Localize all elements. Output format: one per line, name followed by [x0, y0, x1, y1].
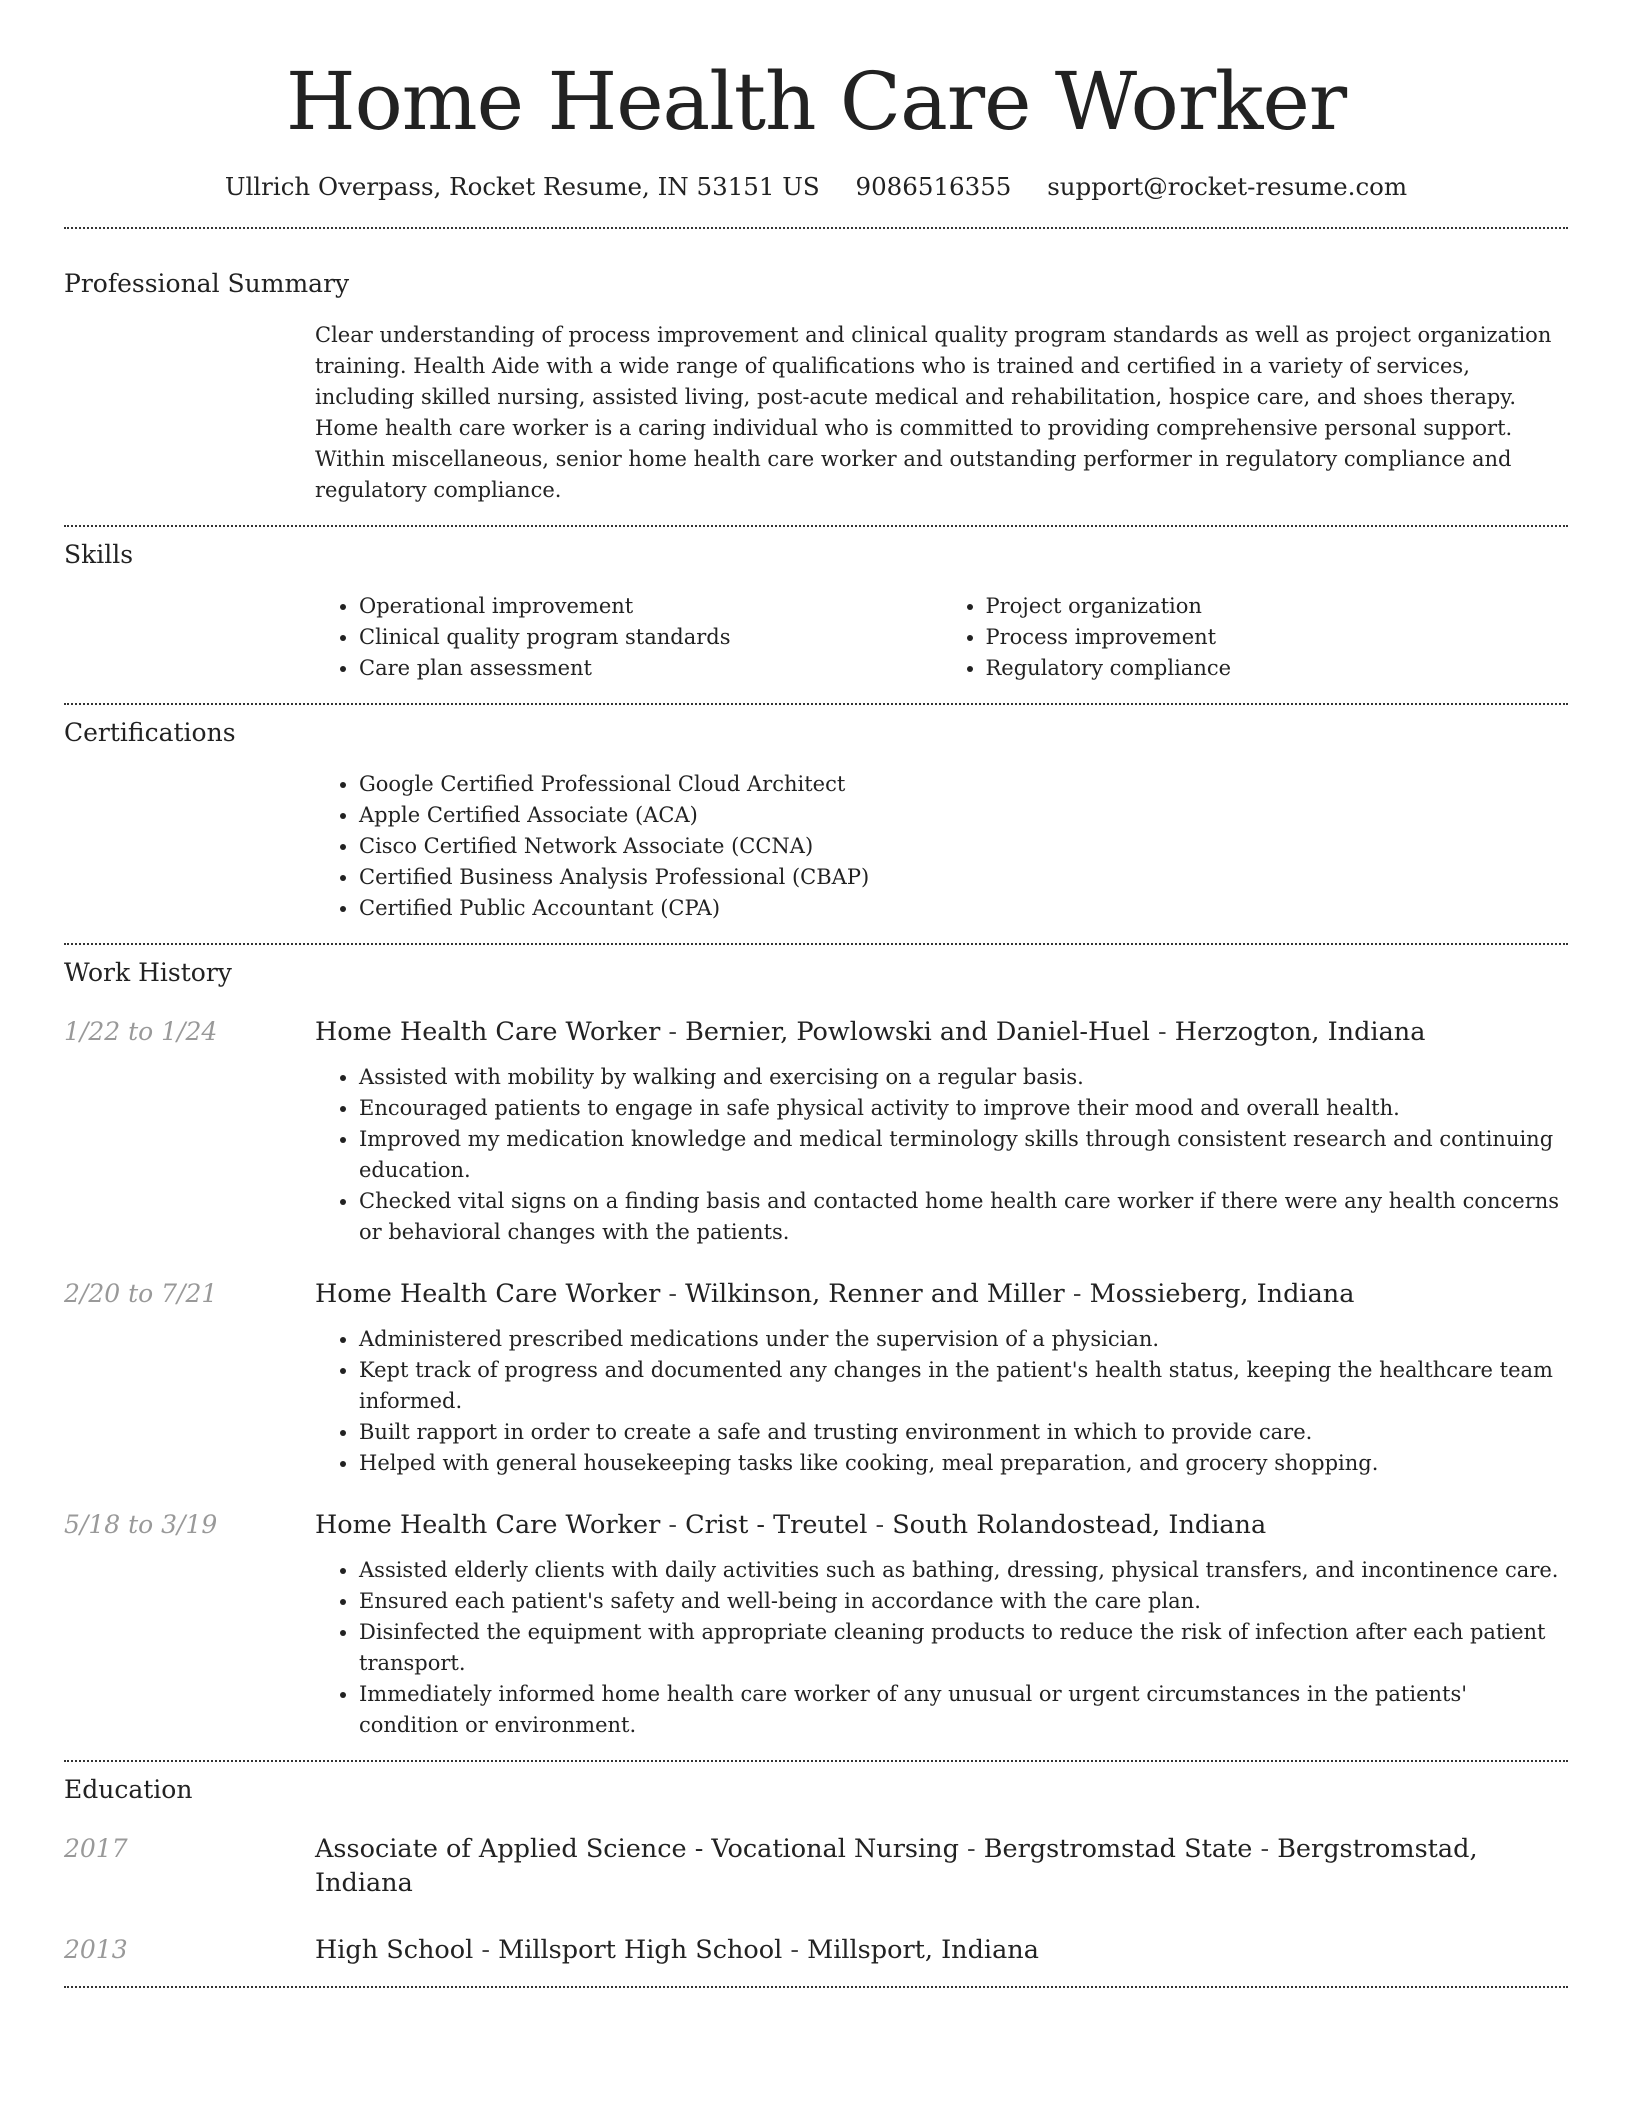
skills-grid — [315, 591, 1568, 684]
resume-page — [64, 0, 1568, 1988]
certification-item: • Apple Certified Associate (ACA) — [359, 800, 1568, 831]
education-location: Bergstromstad, Indiana — [315, 1834, 1478, 1898]
resume-name: Home Health Care Worker — [285, 55, 1347, 148]
skill-item: • Process improvement — [986, 622, 1569, 653]
certification-item: • Certified Business Analysis Professional (CBAP) — [359, 862, 1568, 893]
skill-item: • Clinical quality program standards — [359, 622, 942, 653]
job-heading: Home Health Care Worker - Wilkinson, Renner and Miller - Mossieberg, Indiana — [315, 1279, 1355, 1309]
job-date: 2/20 to 7/21 — [64, 1279, 218, 1308]
job-bullet: • Built rapport in order to create a safe and trusting environment in which to provide care. — [359, 1417, 1568, 1448]
job-company: Crist - Treutel — [685, 1510, 868, 1540]
education-school: Bergstromstad State — [983, 1834, 1253, 1864]
summary-title: Professional Summary — [64, 269, 350, 298]
job-role: Home Health Care Worker — [315, 1279, 661, 1309]
summary-section — [64, 267, 1568, 506]
certifications-section — [64, 716, 1568, 924]
education-entry — [64, 1832, 1568, 1900]
job-company: Wilkinson, Renner and Miller — [685, 1279, 1065, 1309]
phone: 9086516355 — [855, 172, 1012, 201]
job-entry — [64, 1508, 1568, 1741]
job-bullet: • Kept track of progress and documented any changes in the patient's health status, keeping the healthcare team informed. — [359, 1355, 1568, 1417]
certifications-list — [315, 769, 1568, 924]
job-details — [315, 1324, 1568, 1479]
job-bullet: • Disinfected the equipment with appropriate cleaning products to reduce the risk of infection after each patient transport. — [359, 1617, 1568, 1679]
education-heading: High School - Millsport High School - Millsport, Indiana — [315, 1935, 1039, 1965]
skill-item: • Care plan assessment — [359, 653, 942, 684]
work-title: Work History — [64, 958, 232, 987]
certifications-title: Certifications — [64, 718, 236, 747]
summary-text: Clear understanding of process improvement and clinical quality program standards as well as project organization training. Health Aide with a wide range of qualifications who is trained and certified in a variety of services, including skilled nursing, assisted living, post-acute medical and rehabilitation, hospice care, and shoes therapy. Home health care worker is a caring individual who is committed to providing comprehensive personal support. Within miscellaneous, senior home health care worker and outstanding performer in regulatory compliance and regulatory compliance. — [315, 323, 1552, 502]
address: Ullrich Overpass, Rocket Resume, IN 53151 US — [224, 172, 820, 201]
job-role: Home Health Care Worker — [315, 1510, 661, 1540]
email: support@rocket-resume.com — [1047, 172, 1408, 201]
skills-list-left — [315, 591, 942, 684]
job-bullets — [315, 1062, 1568, 1248]
job-bullet: • Helped with general housekeeping tasks like cooking, meal preparation, and grocery shopping. — [359, 1448, 1568, 1479]
skill-item: • Regulatory compliance — [986, 653, 1569, 684]
job-bullet: • Assisted with mobility by walking and exercising on a regular basis. — [359, 1062, 1568, 1093]
job-bullet: • Improved my medication knowledge and medical terminology skills through consistent research and continuing education. — [359, 1124, 1568, 1186]
job-date: 1/22 to 1/24 — [64, 1017, 218, 1046]
education-year: 2013 — [64, 1935, 128, 1964]
job-bullet: • Administered prescribed medications under the supervision of a physician. — [359, 1324, 1568, 1355]
education-title: Education — [64, 1775, 193, 1804]
education-school: Millsport High School — [498, 1935, 783, 1965]
skills-list-right — [942, 591, 1569, 684]
skills-title: Skills — [64, 540, 134, 569]
job-bullet: • Assisted elderly clients with daily activities such as bathing, dressing, physical transfers, and incontinence care. — [359, 1555, 1568, 1586]
work-section — [64, 956, 1568, 1741]
job-role: Home Health Care Worker — [315, 1017, 661, 1047]
skills-section — [64, 538, 1568, 684]
divider — [64, 703, 1568, 705]
certification-item: • Certified Public Accountant (CPA) — [359, 893, 1568, 924]
education-year: 2017 — [64, 1834, 128, 1863]
divider — [64, 1986, 1568, 1988]
job-company: Bernier, Powlowski and Daniel-Huel — [685, 1017, 1150, 1047]
job-bullet: • Checked vital signs on a finding basis and contacted home health care worker if there were any health concerns or behavioral changes with the patients. — [359, 1186, 1568, 1248]
certification-item: • Google Certified Professional Cloud Architect — [359, 769, 1568, 800]
education-degree: Associate of Applied Science - Vocational Nursing — [315, 1834, 959, 1864]
education-degree: High School — [315, 1935, 474, 1965]
job-details — [315, 1555, 1568, 1741]
job-bullet: • Encouraged patients to engage in safe physical activity to improve their mood and overall health. — [359, 1093, 1568, 1124]
job-date: 5/18 to 3/19 — [64, 1510, 218, 1539]
job-entry — [64, 1277, 1568, 1479]
job-heading: Home Health Care Worker - Bernier, Powlowski and Daniel-Huel - Herzogton, Indiana — [315, 1017, 1426, 1047]
education-entry — [64, 1933, 1568, 1967]
job-bullet: • Ensured each patient's safety and well-being in accordance with the care plan. — [359, 1586, 1568, 1617]
education-section — [64, 1773, 1568, 1967]
skill-item: • Operational improvement — [359, 591, 942, 622]
job-location: Herzogton, Indiana — [1174, 1017, 1426, 1047]
certifications-content — [315, 769, 1568, 924]
contact-line — [64, 170, 1568, 204]
job-bullet: • Immediately informed home health care worker of any unusual or urgent circumstances in the patients' condition or environment. — [359, 1679, 1568, 1741]
job-bullets — [315, 1555, 1568, 1741]
divider — [64, 227, 1568, 229]
job-entry — [64, 1015, 1568, 1248]
divider — [64, 525, 1568, 527]
divider — [64, 1760, 1568, 1762]
job-details — [315, 1062, 1568, 1248]
education-heading: Associate of Applied Science - Vocational Nursing - Bergstromstad State - Bergstromstad, Indiana — [315, 1834, 1478, 1898]
certification-item: • Cisco Certified Network Associate (CCNA) — [359, 831, 1568, 862]
job-heading: Home Health Care Worker - Crist - Treutel - South Rolandostead, Indiana — [315, 1510, 1267, 1540]
education-location: Millsport, Indiana — [807, 1935, 1039, 1965]
job-location: Mossieberg, Indiana — [1089, 1279, 1355, 1309]
divider — [64, 943, 1568, 945]
job-bullets — [315, 1324, 1568, 1479]
skill-item: • Project organization — [986, 591, 1569, 622]
job-location: South Rolandostead, Indiana — [892, 1510, 1267, 1540]
summary-content — [315, 320, 1568, 506]
